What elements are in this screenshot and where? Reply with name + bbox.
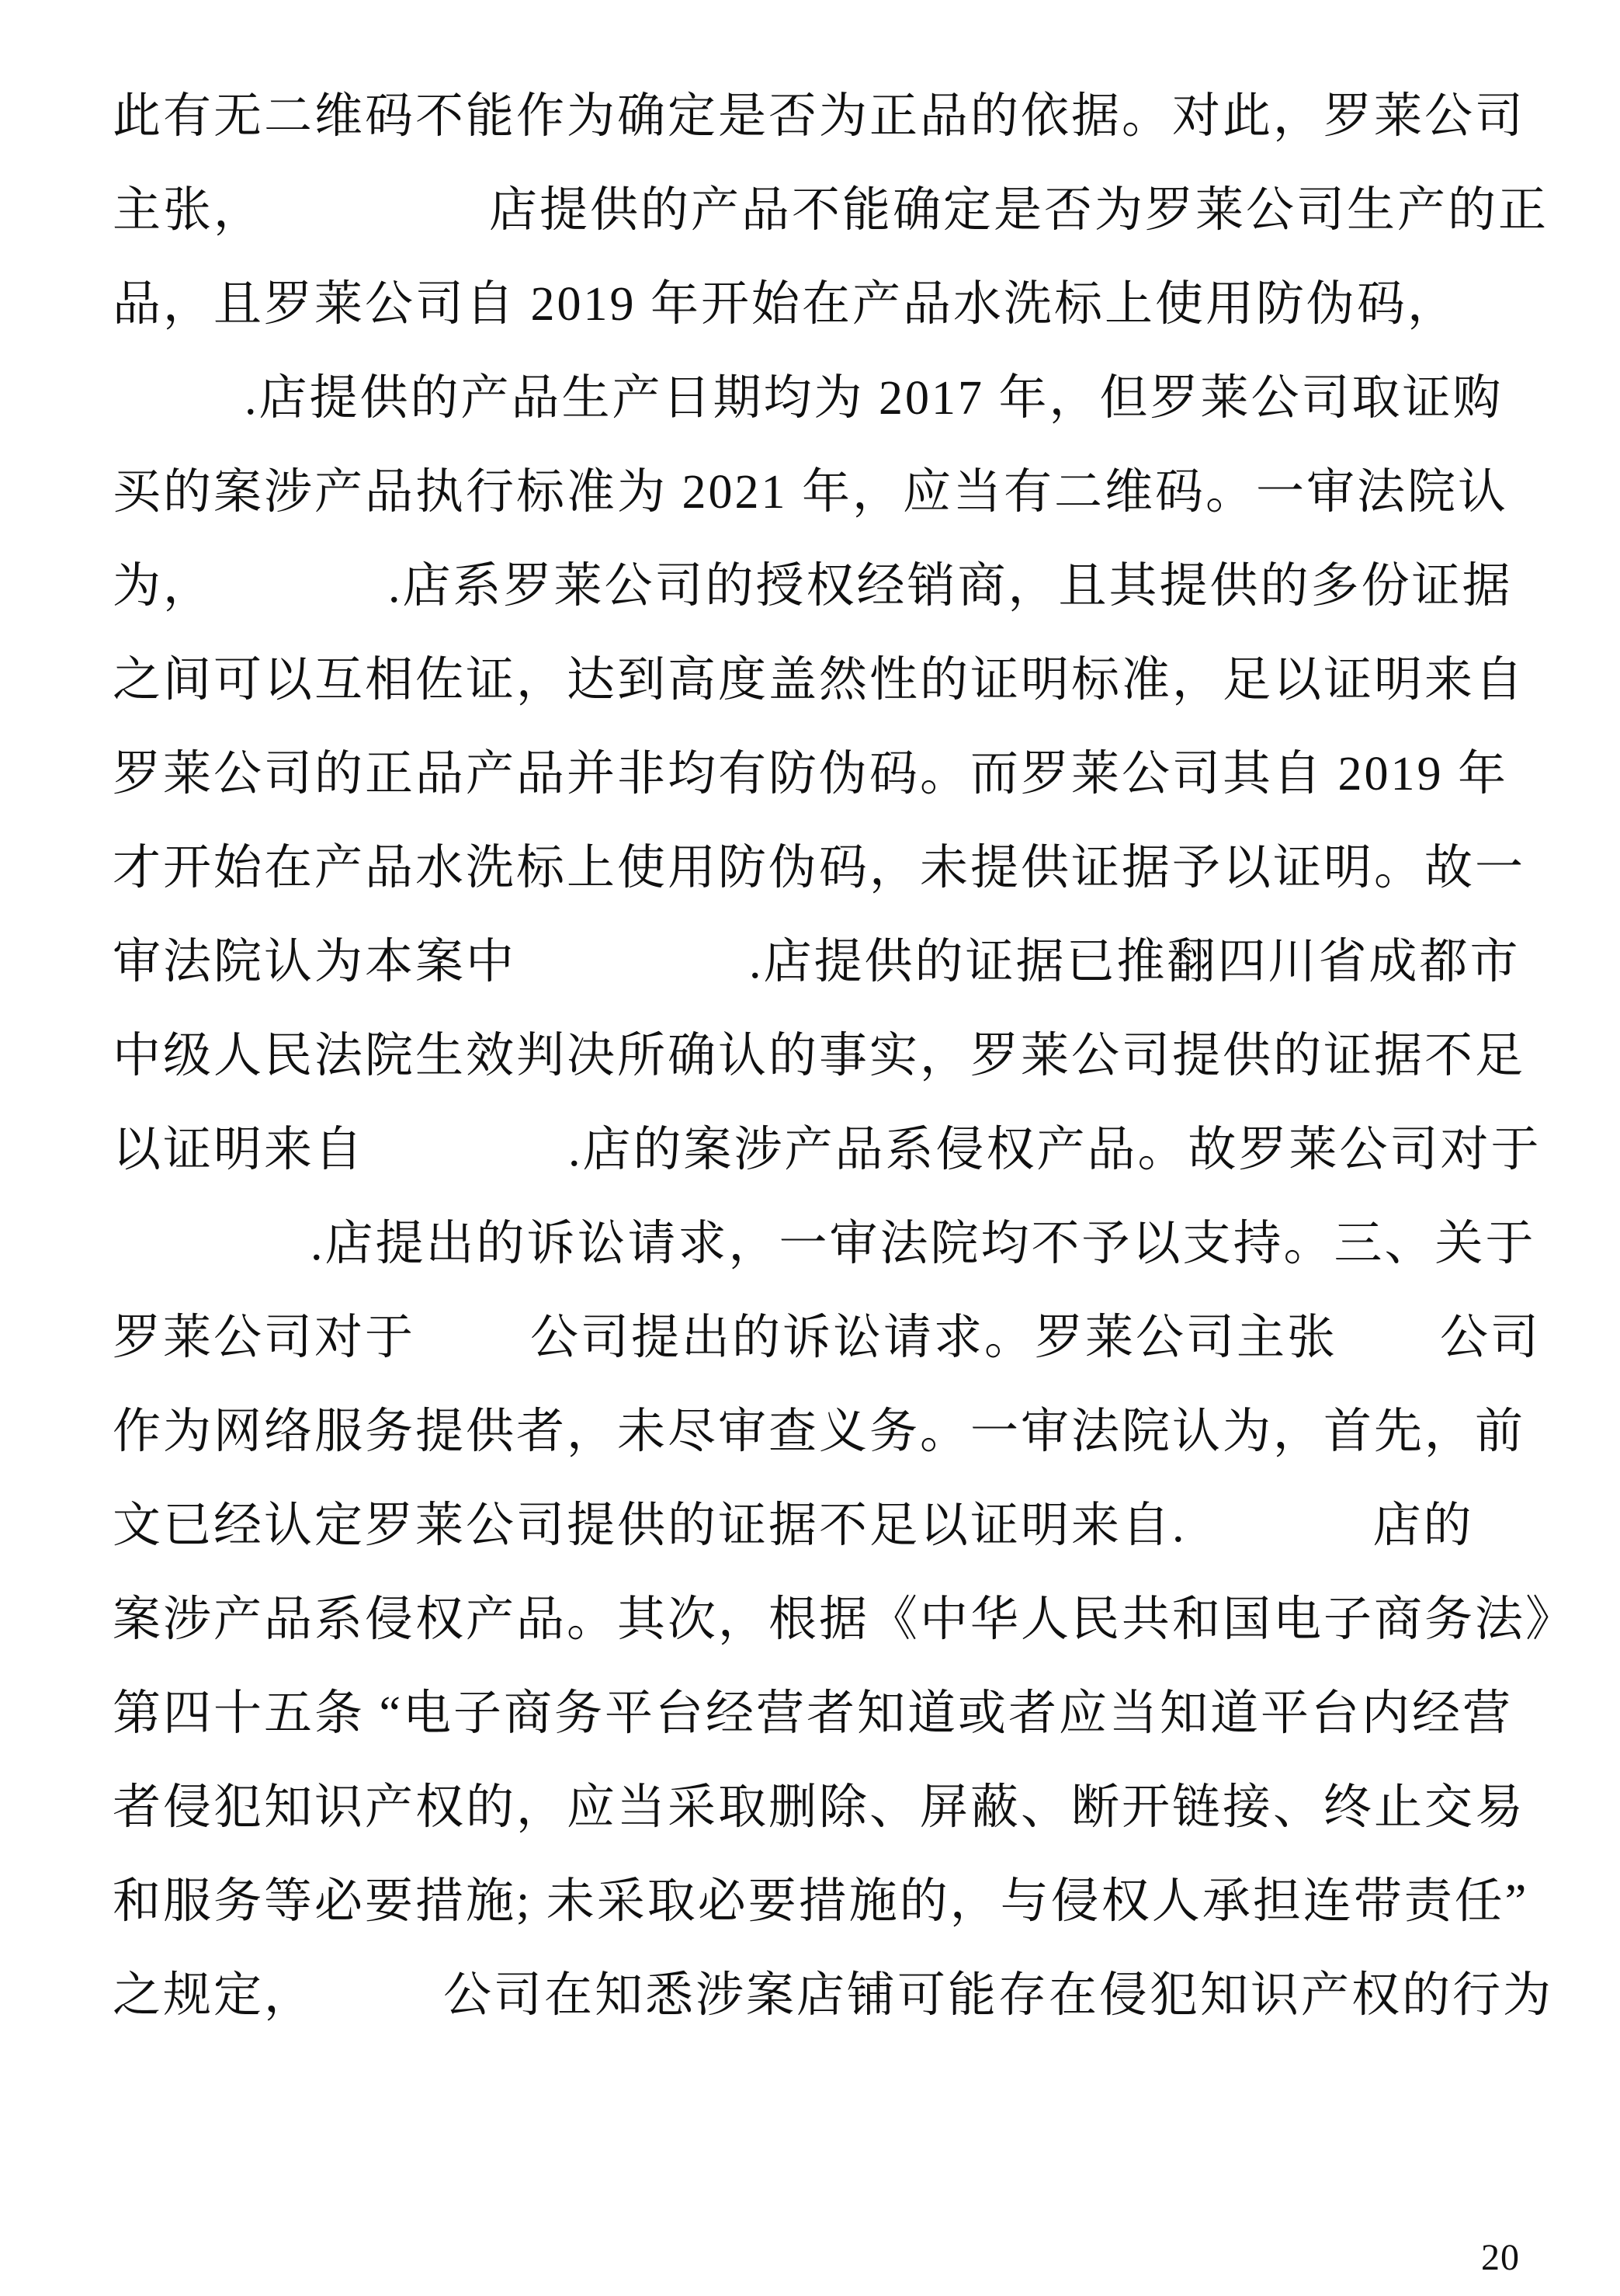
text-line [113, 1573, 1577, 1667]
redaction-gap [264, 224, 489, 226]
text-segment: 为， [113, 560, 214, 613]
text-segment: 之间可以互相佐证，达到高度盖然性的证明标准，足以证明来自 [113, 654, 1526, 707]
document-body [113, 70, 1577, 2043]
text-segment: 店提供的产品不能确定是否为罗莱公司生产的正 [489, 184, 1549, 237]
text-segment: .店系罗莱公司的授权经销商，且其提供的多份证据 [388, 560, 1513, 613]
text-segment: 公司 [1440, 1311, 1542, 1364]
text-segment: 作为网络服务提供者，未尽审查义务。一审法院认为，首先，前 [113, 1405, 1526, 1458]
text-segment: 买的案涉产品执行标准为 2021 年，应当有二维码。一审法院认 [113, 466, 1509, 519]
redaction-gap [365, 1164, 568, 1165]
text-segment: 文已经认定罗莱公司提供的证据不足以证明来自. [113, 1499, 1187, 1552]
text-line [113, 1103, 1550, 1197]
redaction-gap [213, 600, 388, 602]
text-line [113, 1197, 1550, 1291]
text-line [113, 446, 1550, 540]
text-line [113, 634, 1550, 728]
redaction-gap [1337, 1352, 1440, 1353]
text-segment: 公司在知悉涉案店铺可能存在侵犯知识产权的行为 [443, 1969, 1554, 2022]
text-line [113, 258, 1550, 352]
text-line [113, 915, 1550, 1009]
redaction-gap [113, 412, 245, 414]
text-line [113, 540, 1550, 634]
text-segment: 罗莱公司对于 [113, 1311, 416, 1364]
text-segment: 案涉产品系侵权产品。其次，根据《中华人民共和国电子商务法》 [113, 1593, 1577, 1646]
text-segment: 和服务等必要措施; 未采取必要措施的，与侵权人承担连带责任” [113, 1875, 1529, 1928]
text-segment: 之规定， [113, 1969, 315, 2022]
text-segment: 以证明来自 [113, 1124, 366, 1176]
text-line [113, 728, 1550, 821]
text-line [113, 1761, 1550, 1855]
text-segment: .店的案涉产品系侵权产品。故罗莱公司对于 [568, 1124, 1542, 1176]
text-line [113, 352, 1550, 446]
text-segment: 才开始在产品水洗标上使用防伪码，未提供证据予以证明。故一 [113, 842, 1526, 894]
text-line [113, 1479, 1550, 1573]
text-line [113, 164, 1550, 258]
redaction-gap [415, 1352, 530, 1353]
text-line [113, 1949, 1554, 2043]
text-line [113, 821, 1550, 915]
text-segment: .店提出的诉讼请求，一审法院均不予以支持。三、关于 [310, 1217, 1536, 1270]
redaction-gap [314, 2009, 443, 2011]
text-line [113, 1385, 1550, 1479]
text-segment: .店提供的产品生产日期均为 2017 年，但罗莱公司取证购 [245, 372, 1504, 425]
text-line [113, 1009, 1550, 1103]
text-line [113, 1291, 1550, 1385]
text-segment: .店提供的证据已推翻四川省成都市 [749, 936, 1521, 988]
text-line [113, 1667, 1550, 1761]
text-segment: 主张， [113, 184, 265, 237]
redaction-gap [1187, 1540, 1373, 1541]
text-segment: 第四十五条 “电子商务平台经营者知道或者应当知道平台内经营 [113, 1687, 1514, 1740]
text-segment: 品，且罗莱公司自 2019 年开始在产品水洗标上使用防伪码， [113, 278, 1459, 331]
text-segment: 审法院认为本案中 [113, 936, 517, 988]
text-line [113, 70, 1550, 164]
redaction-gap [516, 976, 749, 978]
text-segment: 店的 [1372, 1499, 1474, 1552]
redaction-gap [113, 1258, 310, 1259]
text-line [113, 1855, 1550, 1949]
text-segment: 者侵犯知识产权的，应当采取删除、屏蔽、断开链接、终止交易 [113, 1781, 1526, 1834]
text-segment: 公司提出的诉讼请求。罗莱公司主张 [530, 1311, 1338, 1364]
page-number: 20 [1481, 2237, 1520, 2278]
text-segment: 中级人民法院生效判决所确认的事实，罗莱公司提供的证据不足 [113, 1030, 1526, 1082]
text-segment: 此有无二维码不能作为确定是否为正品的依据。对此，罗莱公司 [113, 90, 1526, 143]
text-segment: 罗莱公司的正品产品并非均有防伪码。而罗莱公司其自 2019 年 [113, 748, 1509, 801]
